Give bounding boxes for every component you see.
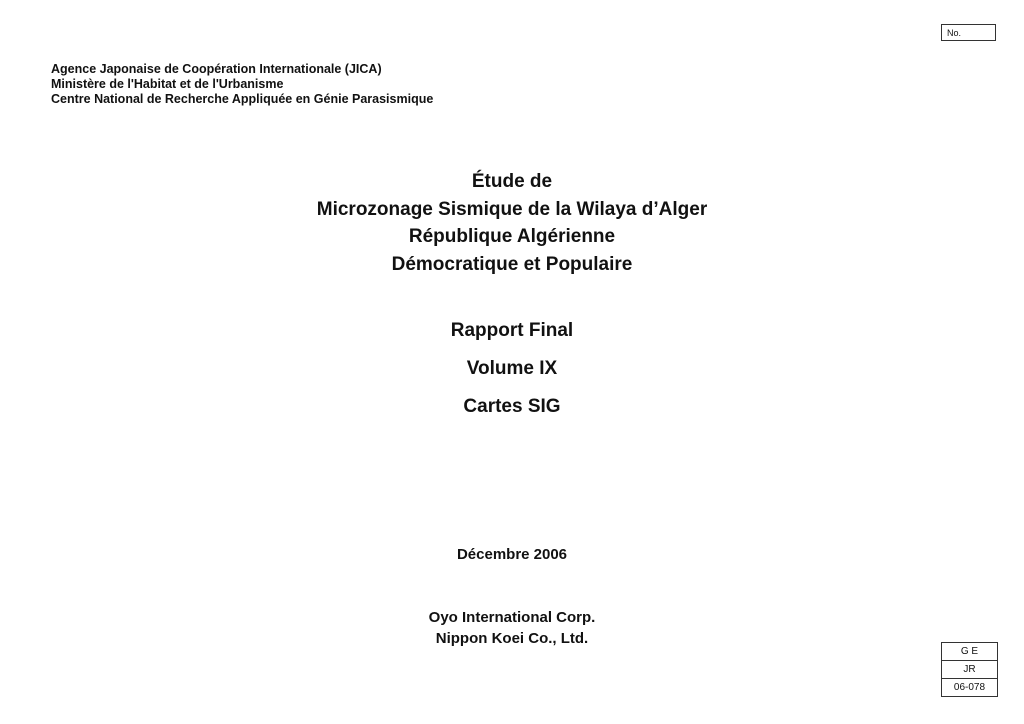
agency-research-center: Centre National de Recherche Appliquée en Génie Parasismique <box>51 92 434 106</box>
companies-block <box>0 607 1024 649</box>
title-line-3: République Algérienne <box>408 226 616 247</box>
title-line-2: Microzonage Sismique de la Wilaya d’Alger <box>316 198 708 220</box>
document-number-label: No. <box>947 28 962 38</box>
report-type: Rapport Final <box>450 320 574 341</box>
code-jr: JR <box>942 661 997 679</box>
document-number-box <box>941 24 996 41</box>
report-volume: Volume IX <box>466 358 558 379</box>
agencies-block <box>51 62 433 107</box>
agency-jica: Agence Japonaise de Coopération Internationale (JICA) <box>51 62 382 76</box>
company-oyo: Oyo International Corp. <box>428 609 596 626</box>
classification-code-box <box>941 642 998 697</box>
company-nippon-koei: Nippon Koei Co., Ltd. <box>435 630 589 647</box>
publication-date: Décembre 2006 <box>456 546 568 563</box>
report-subject: Cartes SIG <box>463 396 561 417</box>
title-line-1: Étude de <box>471 171 553 192</box>
code-ge: G E <box>942 643 997 661</box>
code-number: 06-078 <box>953 682 986 693</box>
agency-ministry: Ministère de l'Habitat et de l'Urbanisme <box>51 77 284 91</box>
report-info <box>0 312 1024 426</box>
title-line-4: Démocratique et Populaire <box>391 253 633 275</box>
document-title <box>0 168 1024 278</box>
